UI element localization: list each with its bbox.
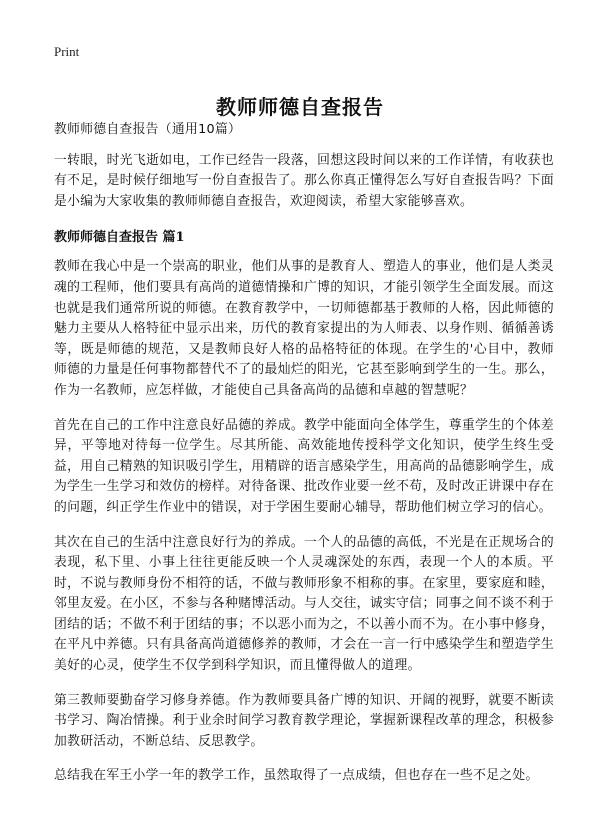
body-paragraph-1: 教师在我心中是一个崇高的职业，他们从事的是教育人、塑造人的事业，他们是人类灵魂的工程师，他们要具有高尚的道德情操和广博的知识，才能引领学生全面发展。而这也就是我们通常所说的师德。在教育教学中，一切师德都基于教师的人格，因此师德的魅力主要从人格特征中显示出来，历代的教育家提出的为人师表、以身作则、循循善诱等，既是师德的规范，又是教师良好人格的品格特征的体现。在学生的'心目中，教师师德的力量是任何事物都替代不了的最灿烂的阳光，它甚至影响到学生的一生。那么，作为一名教师，应怎样做，才能使自己具备高尚的品德和卓越的智慧呢？ — [54, 259, 554, 398]
body-paragraph-2: 首先在自己的工作中注意良好品德的养成。教学中能面向全体学生，尊重学生的个体差异，平等地对待每一位学生。尽其所能、高效能地传授科学文化知识，使学生终生受益，用自己精熟的知识吸引学生，用精辟的语言感染学生，用高尚的品德影响学生，成为学生一生学习和效仿的榜样。对待备课、批改作业要一丝不苟，及时改正讲课中存在的问题，纠正学生作业中的错误，对于学困生要耐心辅导，帮助他们树立学习的信心。 — [54, 417, 554, 515]
intro-paragraph: 一转眼，时光飞逝如电，工作已经告一段落，回想这段时间以来的工作详情，有收获也有不足，是时候仔细地写一份自查报告了。那么你真正懂得怎么写好自查报告吗？下面是小编为大家收集的教师师德自查报告，欢迎阅读，希望大家能够喜欢。 — [54, 152, 554, 209]
print-link[interactable]: Print — [54, 44, 80, 59]
document-body — [54, 120, 554, 801]
section-heading: 教师师德自查报告 篇1 — [54, 230, 185, 246]
body-paragraph-5: 总结我在军王小学一年的教学工作，虽然取得了一点成绩，但也存在一些不足之处。 — [54, 768, 539, 784]
document-subtitle: 教师师德自查报告（通用10篇） — [54, 122, 242, 137]
body-paragraph-4: 第三教师要勤奋学习修身养德。作为教师要具备广博的知识、开阔的视野，就要不断读书学习、陶冶情操。利于业余时间学习教育教学理论，掌握新课程改革的理念，积极参加教研活动，不断总结、反思教学。 — [54, 692, 554, 749]
document-title: 教师师德自查报告 — [216, 95, 384, 120]
body-paragraph-3: 其次在自己的生活中注意良好行为的养成。一个人的品德的高低，不光是在正规场合的表现，私下里、小事上往往更能反映一个人灵魂深处的东西，表现一个人的本质。平时，不说与教师身份不相符的话，不做与教师形象不相称的事。在家里，要家庭和睦，邻里友爱。在小区，不参与各种赌博活动。与人交往，诚实守信；同事之间不谈不利于团结的话；不做不利于团结的事；不以恶小而为之，不以善小而不为。在小事中修身，在平凡中养德。只有具备高尚道德修养的教师，才会在一言一行中感染学生和塑造学生美好的心灵，使学生不仅学到科学知识，而且懂得做人的道理。 — [54, 534, 554, 674]
